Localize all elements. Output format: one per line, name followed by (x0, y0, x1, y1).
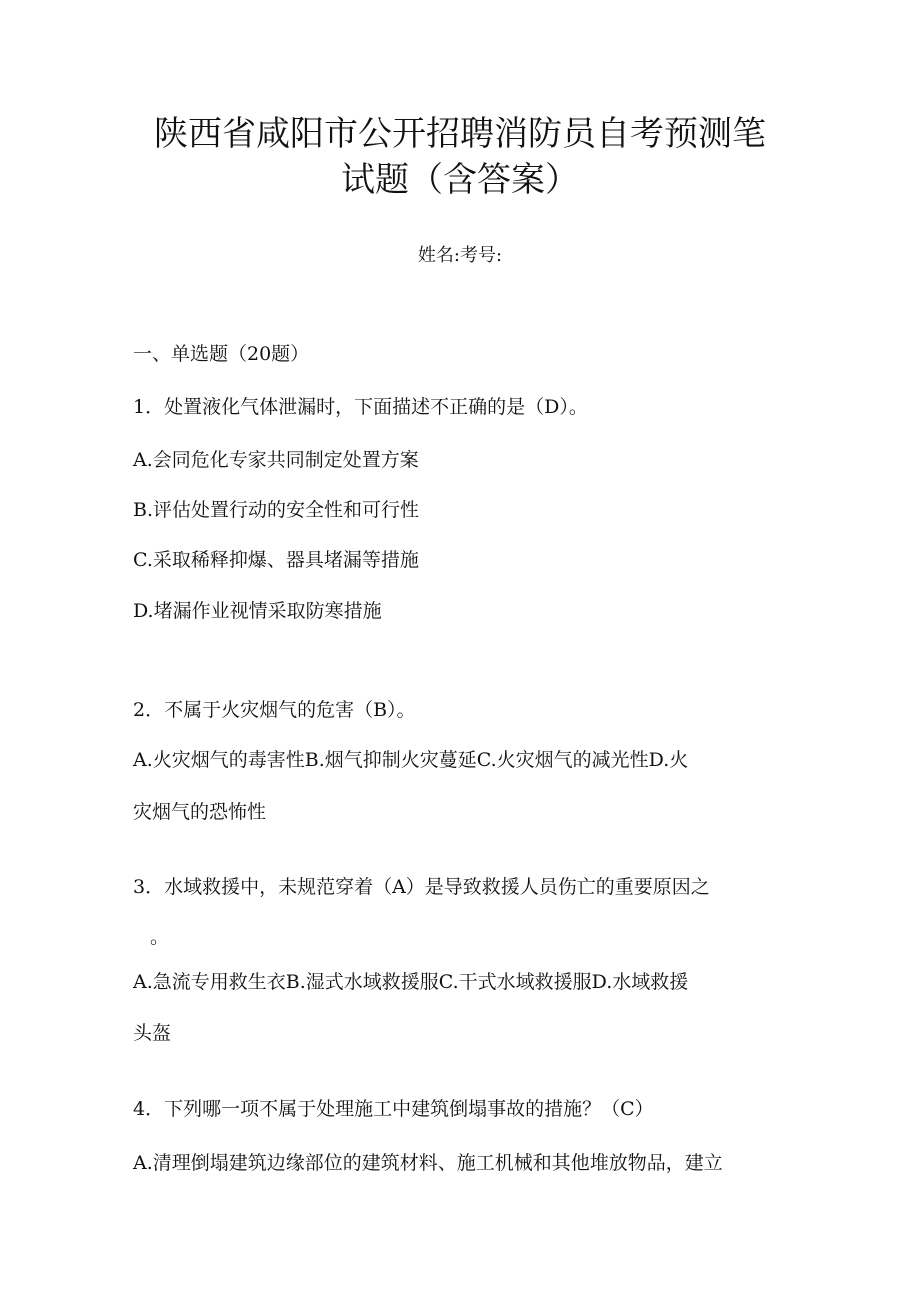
section-heading: 一、单选题（20题） (133, 343, 310, 365)
question-3-options-line-1: A.急流专用救生衣B.湿式水域救援服C.干式水域救援服D.水域救援 (133, 971, 689, 993)
question-2-options-line-1: A.火灾烟气的毒害性B.烟气抑制火灾蔓延C.火灾烟气的减光性D.火 (133, 749, 689, 771)
question-4-stem: 4．下列哪一项不属于处理施工中建筑倒塌事故的措施？（C） (133, 1098, 654, 1120)
document-title-line-2: 试题（含答案） (341, 160, 579, 200)
question-3-stem-line-2: 。 (150, 926, 170, 948)
question-1-option-d: D.堵漏作业视情采取防寒措施 (133, 600, 382, 622)
document-title-line-1: 陕西省咸阳市公开招聘消防员自考预测笔 (154, 114, 766, 154)
question-1-option-a: A.会同危化专家共同制定处置方案 (133, 449, 419, 471)
question-1-option-c: C.采取稀释抑爆、器具堵漏等措施 (133, 549, 419, 571)
question-2-options-line-2: 灾烟气的恐怖性 (133, 801, 267, 823)
question-3-stem-line-1: 3．水域救援中，未规范穿着（A）是导致救援人员伤亡的重要原因之 (133, 876, 710, 898)
question-2-stem: 2．不属于火灾烟气的危害（B）。 (133, 699, 416, 721)
question-1-option-b: B.评估处置行动的安全性和可行性 (133, 499, 420, 521)
question-4-option-a-line-1: A.清理倒塌建筑边缘部位的建筑材料、施工机械和其他堆放物品，建立 (133, 1152, 723, 1174)
name-exam-number-line: 姓名:考号: (417, 245, 503, 266)
question-1-stem: 1．处置液化气体泄漏时，下面描述不正确的是（D）。 (133, 396, 588, 418)
question-3-options-line-2: 头盔 (133, 1022, 172, 1044)
